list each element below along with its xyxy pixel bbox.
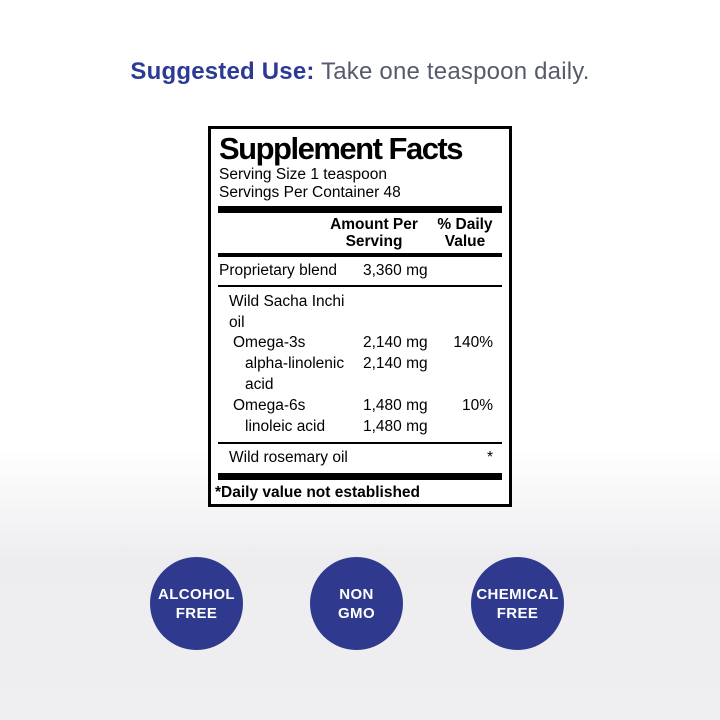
badge-text-line1: ALCOHOL — [158, 585, 235, 603]
ingredient-name: Wild rosemary oil — [229, 448, 348, 466]
divider-thick — [218, 206, 502, 213]
table-row-omega-6s — [219, 396, 501, 417]
table-row-proprietary-blend — [219, 257, 501, 286]
amount-header-line2: Serving — [345, 233, 403, 250]
ingredient-name: Omega-6s — [233, 396, 306, 414]
table-header — [219, 213, 501, 253]
badge-chemical-free — [471, 557, 564, 650]
table-row-alpha-linolenic — [219, 354, 501, 396]
ingredient-name: linoleic acid — [245, 417, 326, 435]
suggested-use-text: Take one teaspoon daily. — [314, 58, 590, 85]
daily-value: 140% — [453, 334, 493, 352]
divider-thick — [218, 473, 502, 480]
amount-value: 2,140 mg — [363, 334, 428, 352]
amount-value: 3,360 mg — [363, 261, 428, 279]
dv-header-line2: Value — [444, 233, 486, 250]
daily-value: * — [486, 448, 493, 466]
table-row-linoleic — [219, 417, 501, 438]
badge-non-gmo — [310, 557, 403, 650]
daily-value-header — [429, 216, 501, 250]
amount-value: 1,480 mg — [363, 417, 428, 435]
amount-per-serving-header — [319, 216, 429, 250]
amount-value: 2,140 mg — [363, 355, 428, 373]
blend-detail-group — [219, 287, 501, 443]
badge-text-line1: CHEMICAL — [476, 585, 559, 603]
badge-alcohol-free — [150, 557, 243, 650]
table-row-omega-3s — [219, 333, 501, 354]
table-row-rosemary — [219, 444, 501, 473]
badge-text-line2: FREE — [175, 604, 218, 622]
daily-value-footnote: *Daily value not established — [215, 483, 421, 501]
servings-per-container: Servings Per Container 48 — [219, 184, 401, 201]
panel-title: Supplement Facts — [219, 131, 462, 166]
ingredient-name: Proprietary blend — [219, 261, 338, 279]
badge-text-line2: FREE — [496, 604, 539, 622]
ingredient-name: alpha-linolenic acid — [245, 355, 345, 393]
ingredient-name: Wild Sacha Inchi oil — [229, 292, 345, 331]
amount-value: 1,480 mg — [363, 396, 428, 414]
ingredient-name: Omega-3s — [233, 334, 306, 352]
serving-size: Serving Size 1 teaspoon — [219, 166, 388, 183]
badge-text-line2: GMO — [337, 604, 376, 622]
suggested-use-heading — [0, 58, 720, 86]
amount-header-line1: Amount Per — [330, 216, 418, 233]
badge-text-line1: NON — [339, 585, 374, 603]
table-row-sacha-inchi — [219, 292, 501, 334]
daily-value: 10% — [461, 396, 493, 414]
supplement-facts-panel — [208, 126, 512, 507]
suggested-use-label: Suggested Use: — [130, 58, 315, 85]
dv-header-line1: % Daily — [437, 216, 493, 233]
